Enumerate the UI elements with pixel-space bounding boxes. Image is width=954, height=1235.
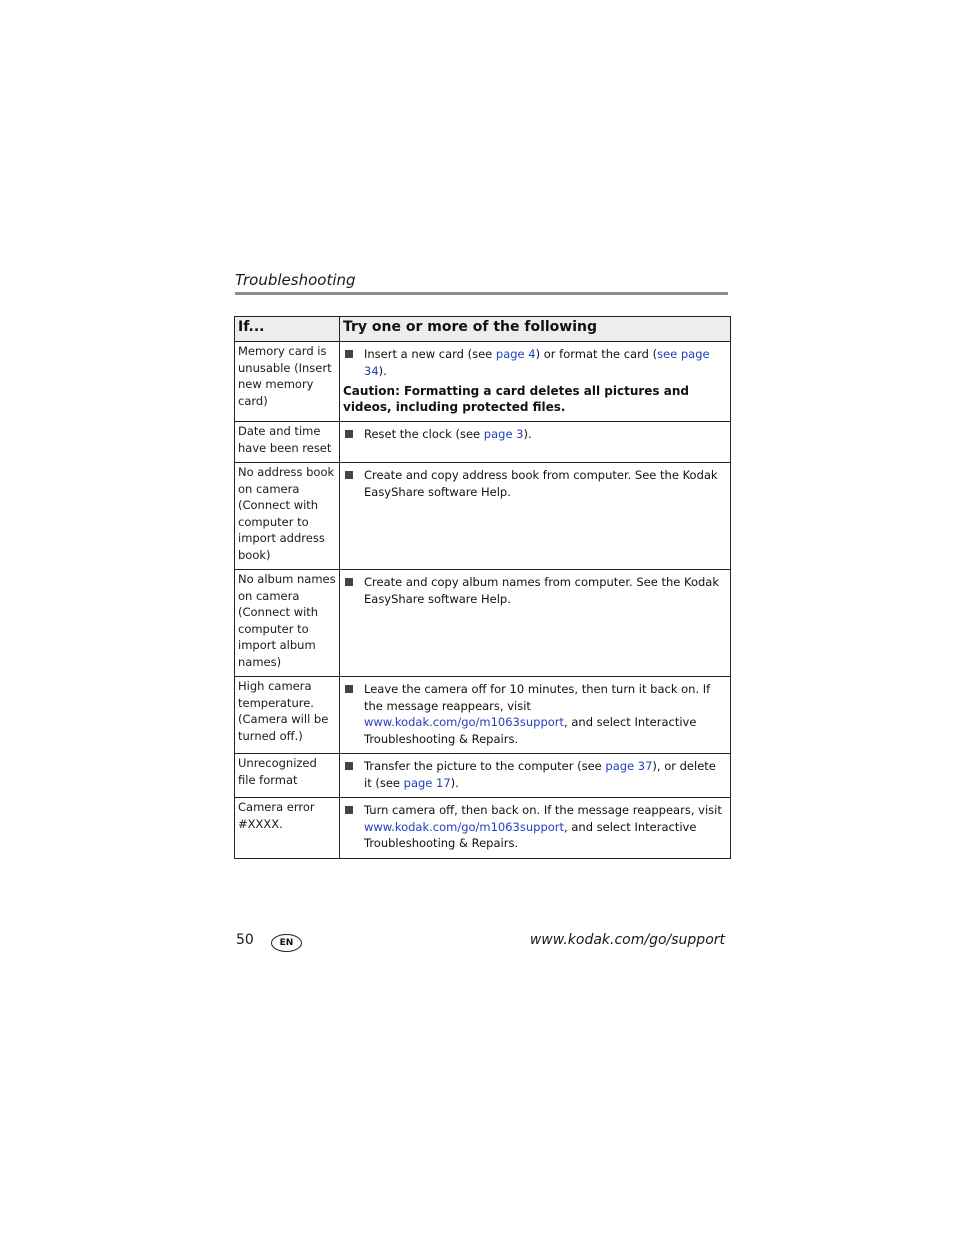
table-row (235, 342, 731, 422)
page-link[interactable]: page 4 (495, 347, 536, 361)
solution-item: Leave the camera off for 10 minutes, then turn it back on. If the message reappears, visit www.kodak.com/go/m1063support, and select Interactive Troubleshooting & Repairs. (343, 681, 727, 747)
caution-note: Caution: Formatting a card deletes all pictures and videos, including protected files. (343, 384, 689, 414)
footer-support-url: www.kodak.com/go/support (529, 932, 725, 948)
solution-cell (340, 677, 731, 754)
problem-cell: Date and time have been reset (235, 422, 340, 463)
solution-cell (340, 754, 731, 798)
page-link[interactable]: page 17 (403, 775, 451, 790)
section-title: Troubleshooting (235, 271, 356, 289)
column-header-solutions: Try one or more of the following (340, 317, 731, 342)
problem-cell: High camera temperature. (Camera will be turned off.) (235, 677, 340, 754)
header-divider (235, 292, 728, 295)
language-badge-icon: EN (271, 934, 302, 952)
page-link[interactable]: page 3 (483, 427, 524, 441)
square-bullet-icon (345, 578, 353, 586)
square-bullet-icon (345, 350, 353, 358)
problem-cell: Camera error #XXXX. (235, 798, 340, 859)
page-link[interactable]: page 37 (605, 759, 653, 773)
support-link[interactable]: www.kodak.com/go/m1063support (364, 819, 565, 834)
solution-cell (340, 798, 731, 859)
troubleshooting-table (234, 316, 731, 859)
solution-cell (340, 570, 731, 677)
problem-cell: Memory card is unusable (Insert new memory card) (235, 342, 340, 422)
table-row (235, 570, 731, 677)
solution-item: Reset the clock (see page 3). (343, 426, 727, 443)
problem-cell: No address book on camera (Connect with computer to import address book) (235, 463, 340, 570)
table-row (235, 463, 731, 570)
square-bullet-icon (345, 685, 353, 693)
solution-item: Create and copy address book from computer. See the Kodak EasyShare software Help. (343, 467, 727, 500)
square-bullet-icon (345, 430, 353, 438)
table-header-row (235, 317, 731, 342)
square-bullet-icon (345, 806, 353, 814)
table-row (235, 677, 731, 754)
table-row (235, 798, 731, 859)
solution-item: Turn camera off, then back on. If the message reappears, visit www.kodak.com/go/m1063support, and select Interactive Troubleshooting & Repairs. (343, 802, 727, 852)
support-link[interactable]: www.kodak.com/go/m1063support (364, 715, 565, 729)
solution-cell (340, 422, 731, 463)
solution-item: Transfer the picture to the computer (see page 37), or delete it (see page 17). (343, 758, 727, 791)
solution-cell (340, 342, 731, 422)
table-row (235, 754, 731, 798)
page-link[interactable]: see page 34 (364, 347, 710, 378)
square-bullet-icon (345, 762, 353, 770)
table-row (235, 422, 731, 463)
solution-cell (340, 463, 731, 570)
square-bullet-icon (345, 471, 353, 479)
problem-cell: Unrecognized file format (235, 754, 340, 798)
problem-cell: No album names on camera (Connect with computer to import album names) (235, 570, 340, 677)
page-number: 50 (236, 932, 254, 948)
column-header-if: If... (235, 317, 340, 342)
solution-item: Insert a new card (see page 4) or format the card (see page 34). (343, 346, 727, 379)
solution-item: Create and copy album names from computer. See the Kodak EasyShare software Help. (343, 574, 727, 607)
